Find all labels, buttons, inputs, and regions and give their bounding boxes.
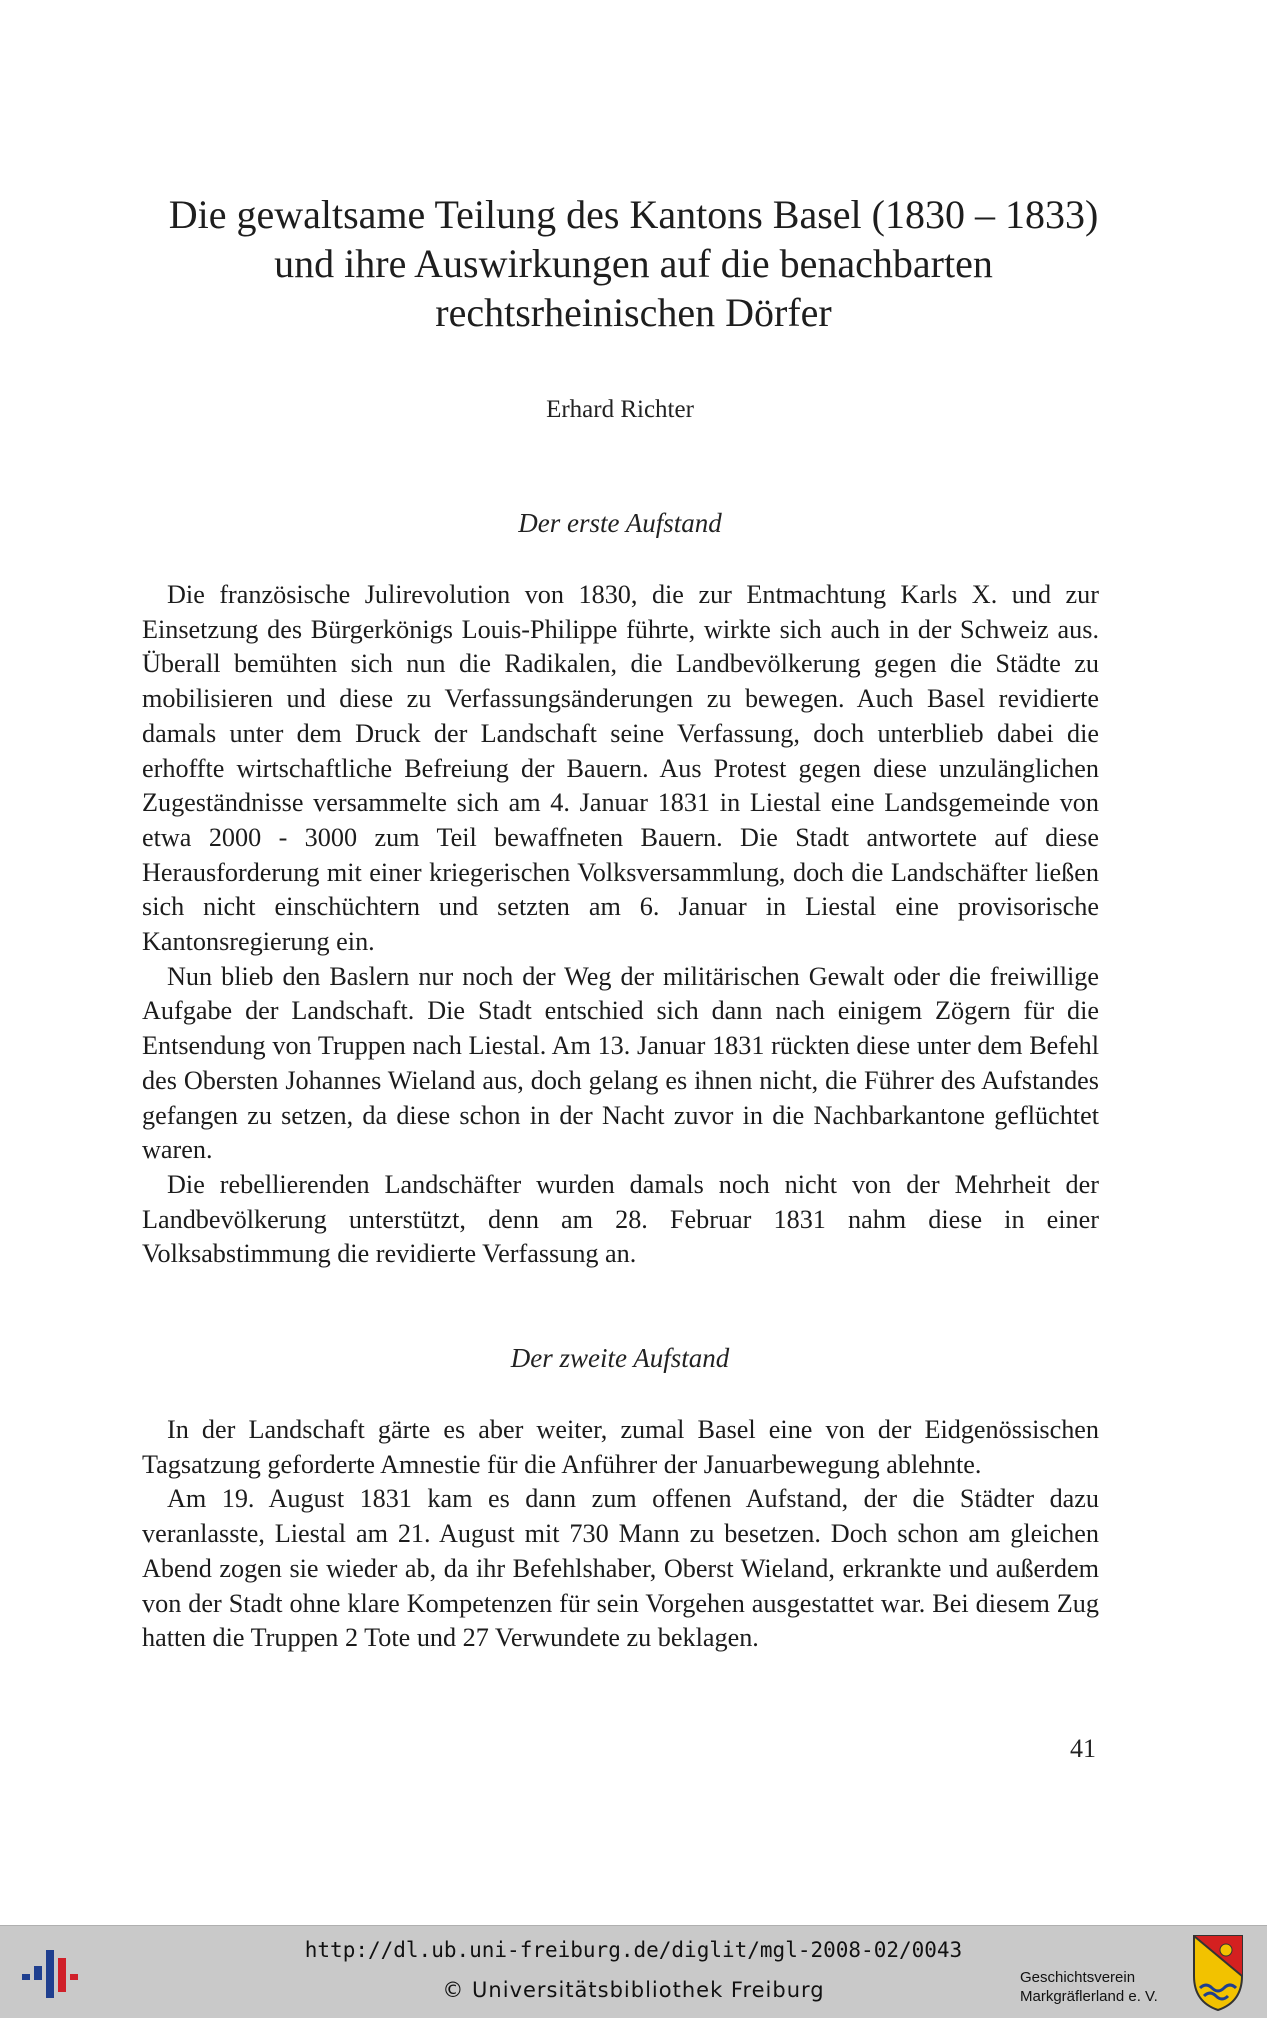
society-name-line-2: Markgräflerland e. V. xyxy=(1020,1988,1158,2005)
title-line-1: Die gewaltsame Teilung des Kantons Basel (1830 – 1833) xyxy=(168,192,1099,237)
paragraph: Die französische Julirevolution von 1830, die zur Entmachtung Karls X. und zur Einsetzung des Bürgerkönigs Louis-Philippe führte, wirkte sich auch in der Schweiz aus. Überall bemühten sich nun die Radikalen, die Landbevölkerung gegen die Städte zu mobilisieren und diese zu Verfassungsänderungen zu bewegen. Auch Basel revidierte damals unter dem Druck der Landschaft seine Verfassung, doch unterblieb dabei die erhoffte wirtschaftliche Befreiung der Bauern. Aus Protest gegen diese unzulänglichen Zugeständnisse versammelte sich am 4. Januar 1831 in Liestal eine Landsgemeinde von etwa 2000 - 3000 zum Teil bewaffneten Bauern. Die Stadt antwortete auf diese Herausforderung mit einer kriegerischen Volksversammlung, doch die Landschäfter ließen sich nicht einschüchtern und setzten am 6. Januar in Liestal eine provisorische Kantonsregierung ein. xyxy=(142,580,1099,957)
footer-url-link[interactable]: http://dl.ub.uni-freiburg.de/diglit/mgl-2008-02/0043 xyxy=(304,1938,963,1962)
markgraeflerland-crest-icon xyxy=(1190,1932,1246,2012)
title-line-3: rechtsrheinischen Dörfer xyxy=(435,290,832,335)
paragraph: In der Landschaft gärte es aber weiter, zumal Basel eine von der Eidgenössischen Tagsatzung geforderte Amnestie für die Anführer der Januarbewegung ablehnte. xyxy=(142,1415,1099,1479)
footer-bar xyxy=(0,1925,1267,2018)
section-1-body xyxy=(142,578,1099,1272)
title-line-2: und ihre Auswirkungen auf die benachbarten xyxy=(274,241,993,286)
footer-copyright: © Universitätsbibliothek Freiburg xyxy=(442,1978,825,2002)
article-title xyxy=(100,190,1167,337)
section-heading-2: Der zweite Aufstand xyxy=(510,1343,730,1373)
society-name-line-1: Geschichtsverein xyxy=(1020,1969,1136,1986)
society-name xyxy=(1020,1968,1158,2006)
author-name: Erhard Richter xyxy=(546,396,694,423)
section-2-body xyxy=(142,1413,1099,1656)
page-number: 41 xyxy=(1070,1734,1096,1763)
section-heading-1: Der erste Aufstand xyxy=(518,508,722,538)
paragraph: Nun blieb den Baslern nur noch der Weg der militärischen Gewalt oder die freiwillige Aufgabe der Landschaft. Die Stadt entschied sich dann nach einigem Zögern für die Entsendung von Truppen nach Liestal. Am 13. Januar 1831 rückten diese unter dem Befehl des Obersten Johannes Wieland aus, doch gelang es ihnen nicht, die Führer des Aufstandes gefangen zu setzen, da diese schon in der Nacht zuvor in die Nachbarkantone geflüchtet waren. xyxy=(142,961,1099,1165)
paragraph: Am 19. August 1831 kam es dann zum offenen Aufstand, der die Städter dazu veranlasste, Liestal am 21. August mit 730 Mann zu besetzen. Doch schon am gleichen Abend zogen sie wieder ab, da ihr Befehlshaber, Oberst Wieland, erkrankte und außerdem von der Stadt ohne klare Kompetenzen für sein Vorgehen ausgestattet war. Bei diesem Zug hatten die Truppen 2 Tote und 27 Verwundete zu beklagen. xyxy=(142,1484,1099,1653)
paragraph: Die rebellierenden Landschäfter wurden damals noch nicht von der Mehrheit der Landbevölkerung unterstützt, denn am 28. Februar 1831 nahm diese in einer Volksabstimmung die revidierte Verfassung an. xyxy=(142,1169,1099,1269)
